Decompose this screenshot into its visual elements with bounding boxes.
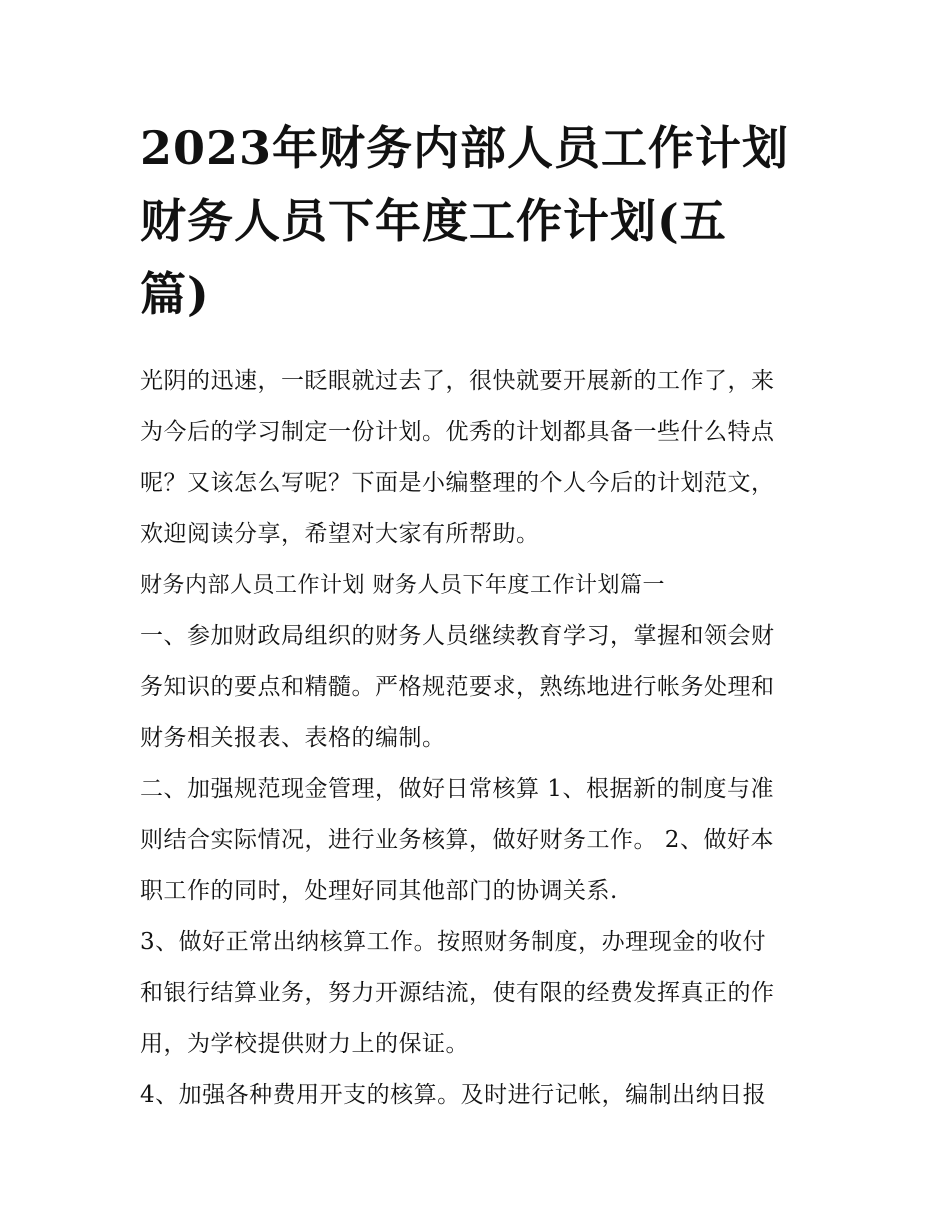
paragraph-1-line-2: 务知识的要点和精髓。严格规范要求，熟练地进行帐务处理和: [140, 674, 775, 700]
document-title: [140, 112, 830, 331]
paragraph-1-line-1: 一、参加财政局组织的财务人员继续教育学习，掌握和领会财: [140, 623, 775, 649]
paragraph-3-line-3: 用，为学校提供财力上的保证。: [140, 1031, 469, 1057]
intro-line-1: 光阴的迅速，一眨眼就过去了，很快就要开展新的工作了，来: [140, 368, 775, 394]
title-line-1: 2023年财务内部人员工作计划: [140, 121, 790, 175]
intro-line-3: 呢？又该怎么写呢？下面是小编整理的个人今后的计划范文，: [140, 470, 775, 496]
document-body: [140, 356, 830, 1121]
paragraph-2-line-3: 职工作的同时，处理好同其他部门的协调关系.: [140, 878, 618, 904]
title-line-2: 财务人员下年度工作计划(五: [140, 194, 727, 248]
paragraph-1-line-3: 财务相关报表、表格的编制。: [140, 725, 446, 751]
section-heading: 财务内部人员工作计划 财务人员下年度工作计划篇一: [140, 573, 665, 598]
paragraph-3-line-1: 3、做好正常出纳核算工作。按照财务制度，办理现金的收付: [140, 929, 767, 955]
paragraph-4-line-1: 4、加强各种费用开支的核算。及时进行记帐，编制出纳日报: [140, 1082, 767, 1108]
title-line-3: 篇): [140, 267, 210, 321]
paragraph-3-line-2: 和银行结算业务，努力开源结流，使有限的经费发挥真正的作: [140, 980, 775, 1006]
paragraph-2-line-2: 则结合实际情况，进行业务核算，做好财务工作。 2、做好本: [140, 827, 774, 853]
intro-line-2: 为今后的学习制定一份计划。优秀的计划都具备一些什么特点: [140, 419, 775, 445]
intro-line-4: 欢迎阅读分享，希望对大家有所帮助。: [140, 521, 540, 547]
paragraph-2-line-1: 二、加强规范现金管理，做好日常核算 1、根据新的制度与准: [140, 776, 774, 802]
